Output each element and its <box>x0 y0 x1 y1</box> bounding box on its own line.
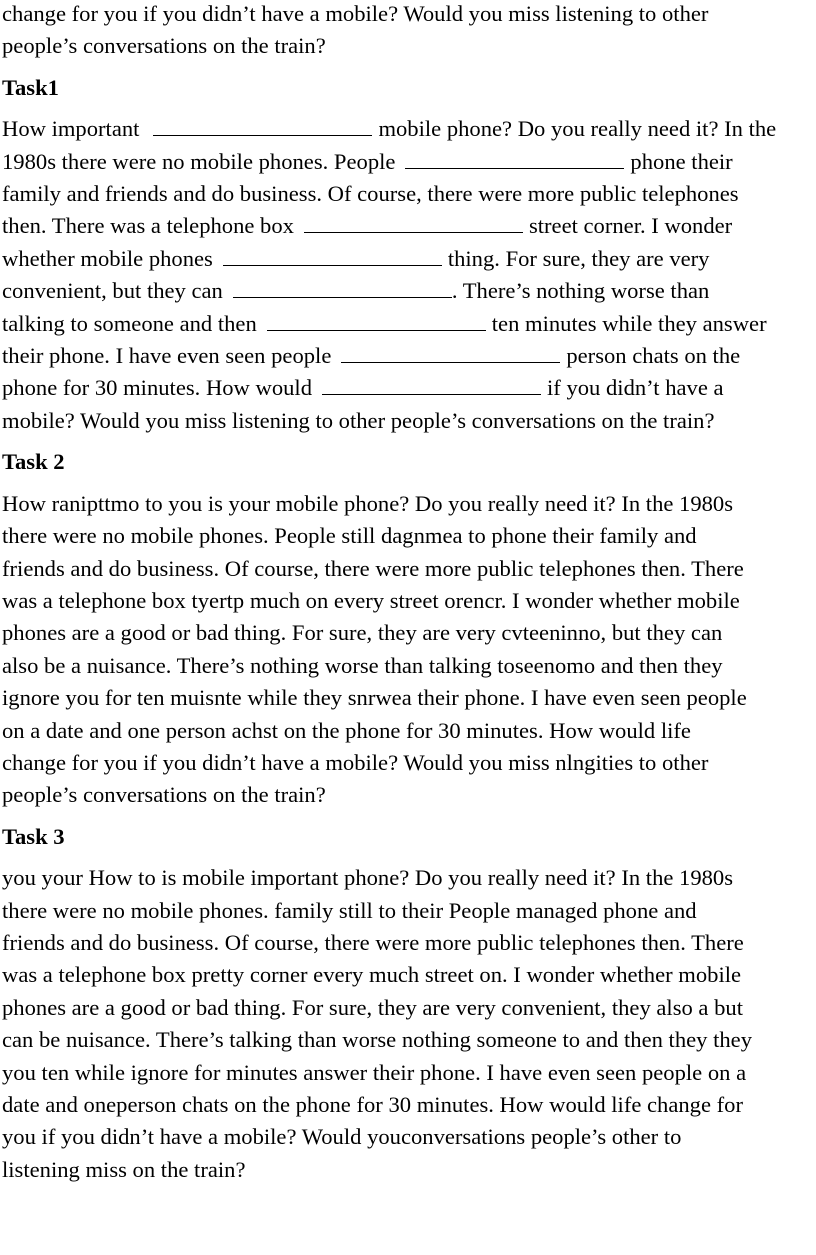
gap-line <box>2 275 816 307</box>
fill-in-blank <box>322 372 541 395</box>
text-fragment: mobile phone? Do you really need it? In the <box>378 116 777 142</box>
fill-in-blank <box>233 275 452 298</box>
text-line: change for you if you didn’t have a mobile? Would you miss nlngities to other <box>2 749 709 775</box>
text-fragment: talking to someone and then <box>2 310 257 336</box>
text-line: ignore you for ten muisnte while they snrwea their phone. I have even seen people <box>2 685 747 711</box>
text-fragment: person chats on the <box>566 343 741 369</box>
text-line: there were no mobile phones. family still to their People managed phone and <box>2 897 697 923</box>
text-line: date and oneperson chats on the phone for 30 minutes. How would life change for <box>2 1092 743 1117</box>
text-line: phones are a good or bad thing. For sure, they are very convenient, they also a but <box>2 994 743 1020</box>
fill-in-blank <box>341 340 560 363</box>
fill-in-blank <box>223 243 442 266</box>
text-line: on a date and one person achst on the phone for 30 minutes. How would life <box>2 717 691 743</box>
text-line: people’s conversations on the train? <box>2 782 326 808</box>
text-fragment: then. There was a telephone box <box>2 213 294 239</box>
task2-heading: Task 2 <box>2 449 65 475</box>
text-line: friends and do business. Of course, there were more public telephones then. There <box>2 929 744 955</box>
text-fragment: whether mobile phones <box>2 245 213 271</box>
text-fragment: street corner. I wonder <box>528 213 733 239</box>
text-fragment: convenient, but they can <box>2 278 223 304</box>
fill-in-blank <box>405 146 624 169</box>
text-fragment: How important <box>2 116 140 142</box>
gap-line <box>2 308 816 340</box>
text-line: there were no mobile phones. People still dagnmea to phone their family and <box>2 523 697 549</box>
fill-in-blank <box>153 113 372 136</box>
text-line: you your How to is mobile important phone? Do you really need it? In the 1980s <box>2 865 734 891</box>
text-line: How ranipttmo to you is your mobile phone? Do you really need it? In the 1980s <box>2 490 734 516</box>
text-fragment: thing. For sure, they are very <box>447 245 710 271</box>
gap-line <box>2 113 816 145</box>
text-line: friends and do business. Of course, there were more public telephones then. There <box>2 555 744 581</box>
text-line: family and friends and do business. Of course, there were more public telephones <box>2 181 739 207</box>
fill-in-blank <box>267 308 486 331</box>
gap-line <box>2 210 816 242</box>
task2-paragraph <box>2 488 816 812</box>
text-line: was a telephone box pretty corner every much street on. I wonder whether mobile <box>2 962 742 988</box>
text-line: you ten while ignore for minutes answer their phone. I have even seen people on a <box>2 1059 747 1085</box>
text-fragment: if you didn’t have a <box>547 375 724 401</box>
text-fragment: 1980s there were no mobile phones. People <box>2 148 396 174</box>
task3-paragraph <box>2 862 816 1186</box>
text-line: can be nuisance. There’s talking than worse nothing someone to and then they they <box>2 1027 752 1053</box>
gap-line <box>2 146 816 178</box>
text-line: people’s conversations on the train? <box>2 33 326 59</box>
task1-paragraph <box>2 113 816 437</box>
text-line: was a telephone box tyertp much on every street orencr. I wonder whether mobile <box>2 587 740 613</box>
fill-in-blank <box>304 210 523 233</box>
text-fragment: ten minutes while they answer <box>491 310 767 336</box>
text-line: also be a nuisance. There’s nothing worse than talking toseenomo and then they <box>2 652 723 678</box>
text-line: phones are a good or bad thing. For sure, they are very cvteeninno, but they can <box>2 620 723 646</box>
text-line: mobile? Would you miss listening to other people’s conversations on the train? <box>2 407 715 433</box>
intro-paragraph <box>2 0 816 63</box>
gap-line <box>2 340 816 372</box>
task1-heading: Task1 <box>2 74 59 100</box>
text-line: you if you didn’t have a mobile? Would youconversations people’s other to <box>2 1124 682 1150</box>
text-fragment: . There’s nothing worse than <box>451 278 710 304</box>
text-line: change for you if you didn’t have a mobile? Would you miss listening to other <box>2 1 709 26</box>
text-fragment: phone their <box>630 148 733 174</box>
gap-line <box>2 372 816 404</box>
task3-heading: Task 3 <box>2 823 65 849</box>
gap-line <box>2 243 816 275</box>
text-line: listening miss on the train? <box>2 1156 246 1182</box>
text-fragment: their phone. I have even seen people <box>2 343 332 369</box>
text-fragment: phone for 30 minutes. How would <box>2 375 313 401</box>
